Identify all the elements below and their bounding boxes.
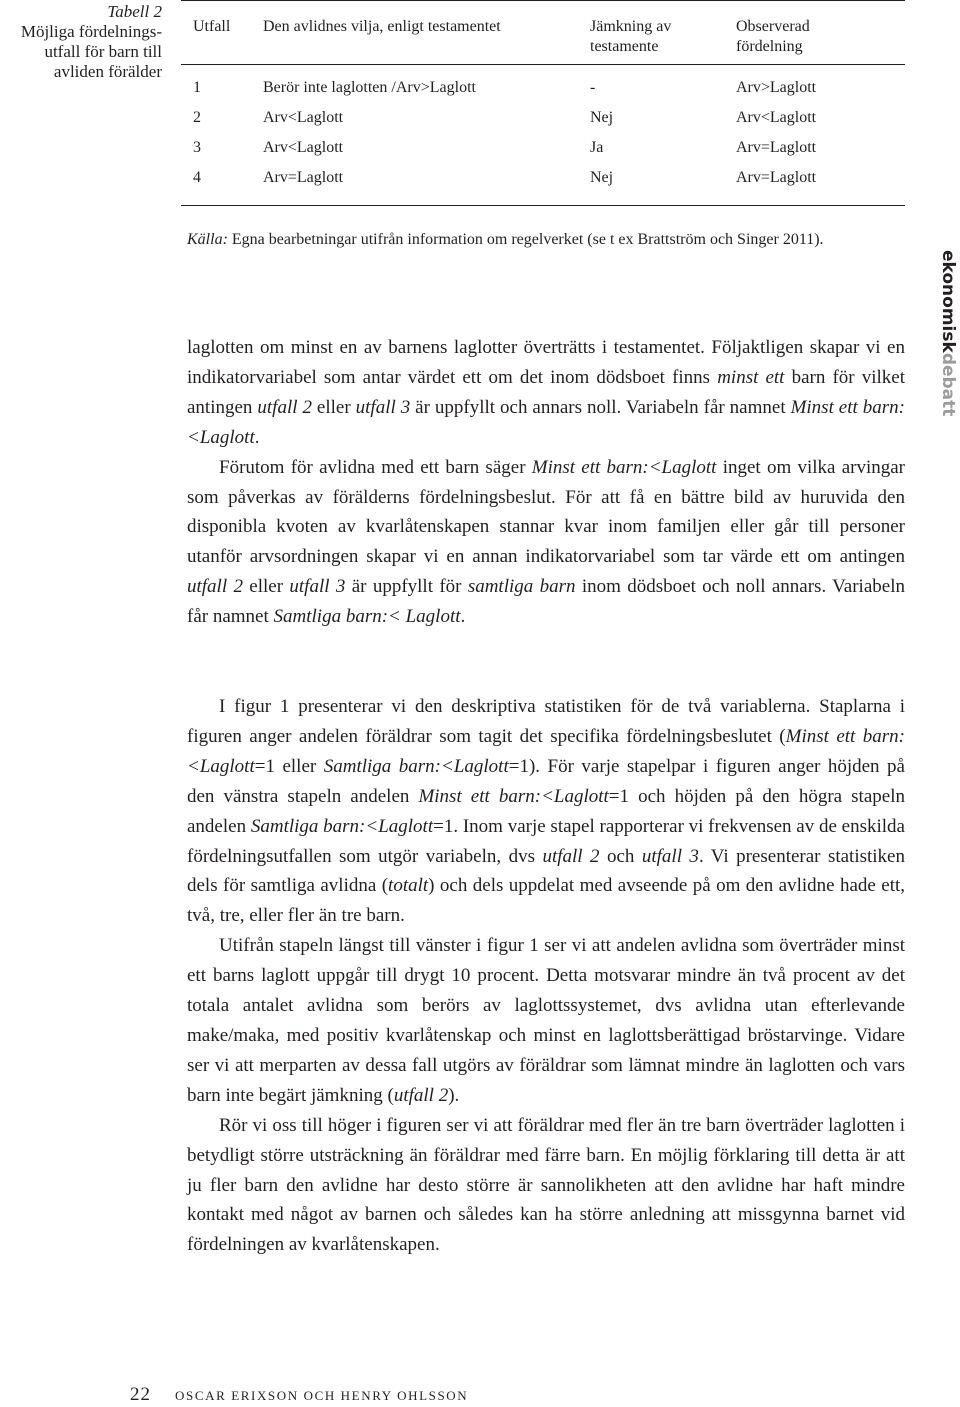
table-cell: Arv=Laglott [736,139,817,156]
italic-term: Samtliga barn:<Laglott [323,755,509,777]
text-run: Förutom för avlidna med ett barn säger [219,456,532,478]
text-run: eller [311,396,356,418]
text-run: =1). För varje stapelpar i figuren anger höjden på den vänstra stapeln andelen [187,755,905,807]
italic-term: utfall 2 [393,1084,449,1106]
journal-brand-bold: ekonomisk [938,250,958,353]
table-source-note [187,228,907,252]
table-cell: Ja [590,139,604,156]
text-run: =1 och höjden på den högra stapeln andelen [187,785,905,837]
text-run: barn för vilket antingen [187,366,905,418]
table-rule-mid [181,64,905,65]
table-cell: 4 [193,169,201,186]
italic-term: samtliga barn [467,576,576,598]
body-text-upper [187,333,905,632]
footer-authors: OSCAR ERIXSON OCH HENRY OHLSSON [175,1388,469,1403]
text-run: ) och dels uppdelat med avseende på om den avlidne hade ett, två, tre, eller fler än tre barn. [187,875,906,927]
paragraph-1 [187,333,905,453]
italic-term: Minst ett barn:<Laglott [187,725,905,777]
text-run: är uppfyllt för [345,576,468,598]
italic-term: utfall 3 [289,576,346,598]
paragraph-2 [187,453,905,632]
body-text-lower [187,692,905,1260]
text-run: eller [242,576,290,598]
italic-term: Minst ett barn:<Laglott [418,785,609,807]
text-run: och [599,845,642,867]
table-cell: Nej [590,169,614,186]
table-rule-bottom [181,205,905,206]
italic-term: Minst ett barn:<Laglott [187,396,905,448]
table-cell: 3 [193,139,201,156]
text-run: . Vi presenterar statistiken dels för samtliga avlidna ( [187,845,905,897]
table-caption [0,2,162,82]
italic-term: minst ett [717,366,785,388]
text-run: =1. Inom varje stapel rapporterar vi frekvensen av de enskilda fördelningsutfallen som utgör variabeln, dvs [187,815,905,867]
journal-brand [938,250,958,440]
italic-term: Samtliga barn:<Laglott [250,815,434,837]
italic-term: Minst ett barn:<Laglott [531,456,717,478]
text-run: är uppfyllt och annars noll. Variabeln får namnet [410,396,791,418]
text-run: Utifrån stapeln längst till vänster i figur 1 ser vi att andelen avlidna som överträder minst ett barns laglott uppgår till drygt 10 procent. Detta motsvarar mindre än två procent av det totala antalet avlidna som berörs av laglottssystemet, dvs avlidna utan efterlevande make/maka, med positiv kvarlåtenskap och minst en laglottsberättigad bröstarvinge. Vidare ser vi att merparten av dessa fall utgörs av föräldrar som lämnat mindre än laglotten och vars barn inte begärt jämkning ( [187,935,905,1106]
text-run: I figur 1 presenterar vi den deskriptiva statistiken för de två variablerna. Staplarna i figuren anger andelen föräldrar som tagit det specifika fördelningsbeslutet ( [187,696,905,747]
paragraph-5 [187,1111,905,1261]
text-run: =1 eller [254,755,324,777]
table-cell: 2 [193,109,201,126]
text-run: . [460,606,466,628]
text-run: ). [448,1084,460,1106]
table-cell: Arv=Laglott [736,169,817,186]
source-label: Källa: [187,231,228,248]
italic-term: utfall 2 [187,576,243,598]
table-cell: Arv<Laglott [736,109,817,126]
table-rule-top [181,0,905,1]
table-cell: Nej [590,109,614,126]
table-cell: Arv<Laglott [263,139,344,156]
text-run: Rör vi oss till höger i figuren ser vi att föräldrar med fler än tre barn överträder laglotten i betydligt större utsträckning än föräldrar med färre barn. En möjlig förklaring till detta är att ju fler barn den avlidne har desto större är sannolikheten att den avlidne har haft mindre kontakt med något av barnen och således kan ha större anledning att missgynna barnet vid fördelningen av kvarlåtenskapen. [187,1114,905,1256]
text-run: inom dödsboet och noll annars. Variabeln får namnet [187,576,905,628]
italic-term: Samtliga barn:< Laglott [273,606,461,628]
table-header-vilja: Den avlidnes vilja, enligt testamentet [263,18,501,35]
table-cell: Arv=Laglott [263,169,344,186]
italic-term: utfall 2 [257,396,312,418]
text-run: . [254,426,260,448]
table-cell: Arv<Laglott [263,109,344,126]
table-cell: Arv>Laglott [736,79,817,96]
page-footer [130,1384,468,1406]
table-header-jamkning: Jämkning av testamente [590,18,672,55]
page-number: 22 [130,1384,151,1405]
table-cell: 1 [193,79,201,96]
italic-term: utfall 2 [542,845,600,867]
table-header-utfall: Utfall [193,18,231,35]
table-cell: Berör inte laglotten /Arv>Laglott [263,79,476,96]
italic-term: utfall 3 [641,845,699,867]
italic-term: totalt [388,875,429,897]
table-cell: - [590,79,596,96]
table-caption-text: Möjliga fördelnings-utfall för barn till avliden förälder [20,22,162,81]
table-caption-label: Tabell 2 [107,2,162,21]
paragraph-3 [187,692,905,931]
source-text: Egna bearbetningar utifrån information om regelverket (se t ex Brattström och Singer 2011). [227,231,824,248]
italic-term: utfall 3 [355,396,411,418]
table-header-fordelning: Observerad fördelning [736,18,810,55]
text-run: laglotten om minst en av barnens laglotter överträtts i testamentet. Följaktligen skapar vi en indikatorvariabel som antar värdet ett om det inom dödsboet finns [187,337,905,388]
journal-brand-light: debatt [938,352,958,417]
text-run: inget om vilka arvingar som påverkas av förälderns fördelningsbeslut. För att få en bättre bild av huruvida den disponibla kvoten av kvarlåtenskapen stannar kvar inom familjen eller går till personer utanför arvsordningen skapar vi en annan indikatorvariabel som tar värde ett om antingen [187,456,905,568]
paragraph-4 [187,931,905,1110]
